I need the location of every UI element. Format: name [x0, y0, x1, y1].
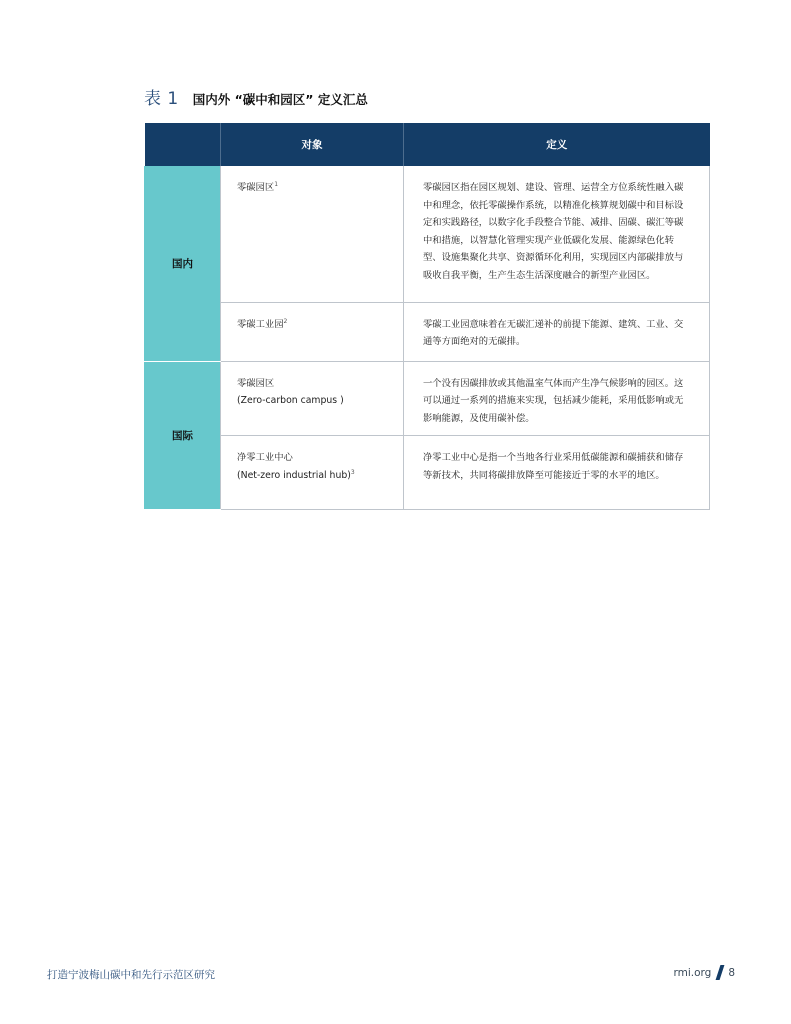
table-row — [145, 361, 710, 436]
region-domestic: 国内 — [145, 166, 221, 361]
report-title-footer: 打造宁波梅山碳中和先行示范区研究 — [47, 969, 215, 981]
object-english-name: (Net-zero industrial hub) — [237, 469, 351, 481]
object-cell — [221, 436, 404, 510]
header-object: 对象 — [221, 123, 404, 166]
region-international: 国际 — [145, 361, 221, 510]
table-row — [145, 302, 710, 361]
table-number: 表 1 — [144, 89, 179, 109]
header-definition: 定义 — [404, 123, 710, 166]
table-row — [145, 166, 710, 302]
footnote-ref: 3 — [350, 468, 355, 476]
definitions-table — [144, 123, 710, 510]
table-caption — [144, 84, 368, 109]
object-english-name: (Zero-carbon campus ) — [237, 395, 344, 406]
object-cell — [221, 361, 404, 436]
definition-cell: 净零工业中心是指一个当地各行业采用低碳能源和碳捕获和储存等新技术，共同将碳排放降至可能接近于零的水平的地区。 — [404, 436, 710, 510]
table-title: 国内外 “碳中和园区” 定义汇总 — [192, 92, 368, 107]
page-number: 8 — [728, 966, 735, 979]
footer-meta — [673, 965, 735, 980]
object-cell — [221, 166, 404, 302]
table-header-row — [145, 123, 710, 166]
site-link[interactable]: rmi.org — [673, 966, 712, 979]
object-name: 零碳工业园 — [237, 318, 284, 330]
header-region — [145, 123, 221, 166]
definition-cell: 零碳工业园意味着在无碳汇递补的前提下能源、建筑、工业、交通等方面绝对的无碳排。 — [404, 302, 710, 361]
definition-cell: 一个没有因碳排放或其他温室气体而产生净气候影响的园区。这可以通过一系列的措施来实现，包括减少能耗，采用低影响或无影响能源，及使用碳补偿。 — [404, 361, 710, 436]
footnote-ref: 2 — [283, 317, 288, 325]
object-cell — [221, 302, 404, 361]
slash-divider-icon — [716, 965, 725, 980]
object-name: 零碳园区 — [237, 182, 275, 193]
table-row — [145, 436, 710, 510]
object-name: 净零工业中心 — [237, 452, 293, 463]
definition-cell: 零碳园区指在园区规划、建设、管理、运营全方位系统性融入碳中和理念，依托零碳操作系统，以精准化核算规划碳中和目标设定和实践路径，以数字化手段整合节能、减排、固碳、碳汇等碳中和措施，以智慧化管理实现产业低碳化发展、能源绿色化转型、设施集聚化共享、资源循环化利用，实现园区内部碳排放与吸收自我平衡，生产生态生活深度融合的新型产业园区。 — [404, 166, 710, 302]
object-name: 零碳园区 — [237, 377, 275, 389]
footnote-ref: 1 — [274, 180, 279, 188]
